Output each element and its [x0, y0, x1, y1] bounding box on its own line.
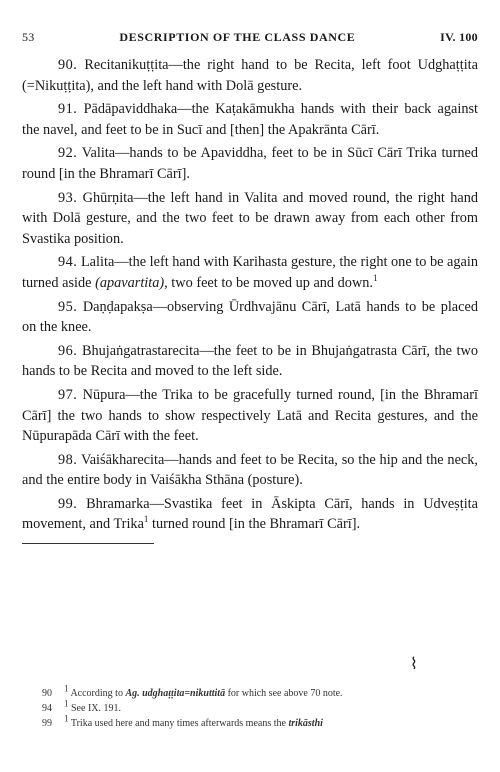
footnote-rule	[22, 543, 154, 544]
footnote-90	[42, 683, 482, 701]
para-number: 91.	[58, 101, 78, 118]
para-number: 95.	[58, 298, 78, 315]
footnote-text: According to	[70, 688, 126, 699]
para-italic: (apavartita)	[95, 274, 165, 291]
footnote-italic: Ag. udghaṭṭita=nikuttitā	[125, 688, 226, 699]
footnotes	[42, 683, 482, 731]
section-number: IV. 100	[440, 30, 478, 44]
para-text: Recitanikuṭṭita—the right hand to be Recita, left foot Udghaṭṭita (=Nikuṭṭita), and the left hand with Dolā gesture.	[22, 57, 478, 94]
body-text	[22, 55, 478, 535]
para-text: Valita—hands to be Apaviddha, feet to be in Sūcī Cārī Trika turned round [in the Bhramarī Cārī].	[22, 145, 478, 182]
para-number: 94.	[58, 254, 78, 271]
footnote-mark: 1	[64, 713, 69, 724]
footnote-text: Trika used here and many times afterwards means the	[70, 718, 289, 729]
running-title: DESCRIPTION OF THE CLASS DANCE	[119, 30, 356, 44]
paragraph-90	[22, 55, 478, 96]
para-number: 97.	[58, 386, 78, 403]
paragraph-96	[22, 341, 478, 382]
para-text: Nūpura—the Trika to be gracefully turned round, [in the Bhramarī Cārī] the two hands to show respectively Latā and Recita gestures, and the Nūpurapāda Cārī with the feet.	[22, 386, 478, 445]
para-number: 92.	[58, 145, 78, 162]
footnote-number: 90	[42, 688, 52, 699]
footnote-text: for which see above 70 note.	[225, 688, 343, 699]
paragraph-99	[22, 494, 478, 535]
para-text: Pādāpaviddhaka—the Kaṭakāmukha hands with their back against the navel, and feet to be in Sucī and [then] the Apakrānta Cārī.	[22, 101, 479, 138]
para-number: 96.	[58, 342, 78, 359]
paragraph-91	[22, 99, 478, 140]
para-text: turned round [in the Bhramarī Cārī].	[148, 516, 361, 533]
para-number: 98.	[58, 451, 78, 468]
footnote-mark: 1	[64, 698, 69, 709]
para-text: , two feet to be moved up and down.	[164, 274, 374, 291]
para-number: 93.	[58, 189, 78, 206]
footnote-mark: 1	[64, 683, 69, 694]
paragraph-93	[22, 188, 478, 250]
para-text: Lalita—the left hand with Karihasta gesture, the right one to be again turned aside	[22, 254, 478, 291]
para-text: Daṇḍapakṣa—observing Ūrdhvajānu Cārī, Latā hands to be placed on the knee.	[22, 298, 478, 336]
page-number: 53	[22, 30, 35, 44]
footnote-text: See IX. 191.	[71, 703, 121, 714]
footnote-ref: 1	[143, 514, 149, 525]
footnote-ref: 1	[373, 273, 378, 284]
running-header	[22, 30, 478, 45]
para-text: Bhramarka—Svastika feet in Āskipta Cārī, hands in Udveṣṭita movement, and Trika	[22, 495, 478, 533]
para-text: Vaiśākharecita—hands and feet to be Recita, so the hip and the neck, and the entire body in Vaiśākha Sthāna (posture).	[22, 451, 478, 489]
paragraph-92	[22, 143, 478, 184]
footnote-99	[42, 713, 482, 731]
handwritten-mark: ⌇	[410, 656, 418, 673]
para-number: 90.	[58, 57, 78, 73]
para-text: Bhujaṅgatrastarecita—the feet to be in Bhujaṅgatrasta Cārī, the two hands to be Recita and moved to the left side.	[22, 342, 478, 380]
paragraph-95	[22, 297, 478, 338]
paragraph-98	[22, 450, 478, 491]
footnote-italic: trikāsthi	[288, 718, 323, 729]
page	[22, 30, 478, 544]
para-number: 99.	[58, 495, 78, 512]
paragraph-97	[22, 385, 478, 447]
paragraph-94	[22, 252, 478, 293]
footnote-number: 99	[42, 718, 52, 729]
footnote-number: 94	[42, 703, 52, 714]
para-text: Ghūrṇita—the left hand in Valita and moved round, the right hand with Dolā gesture, and the two feet to be drawn away from each other from Svastika position.	[22, 189, 478, 247]
footnote-94	[42, 698, 482, 716]
